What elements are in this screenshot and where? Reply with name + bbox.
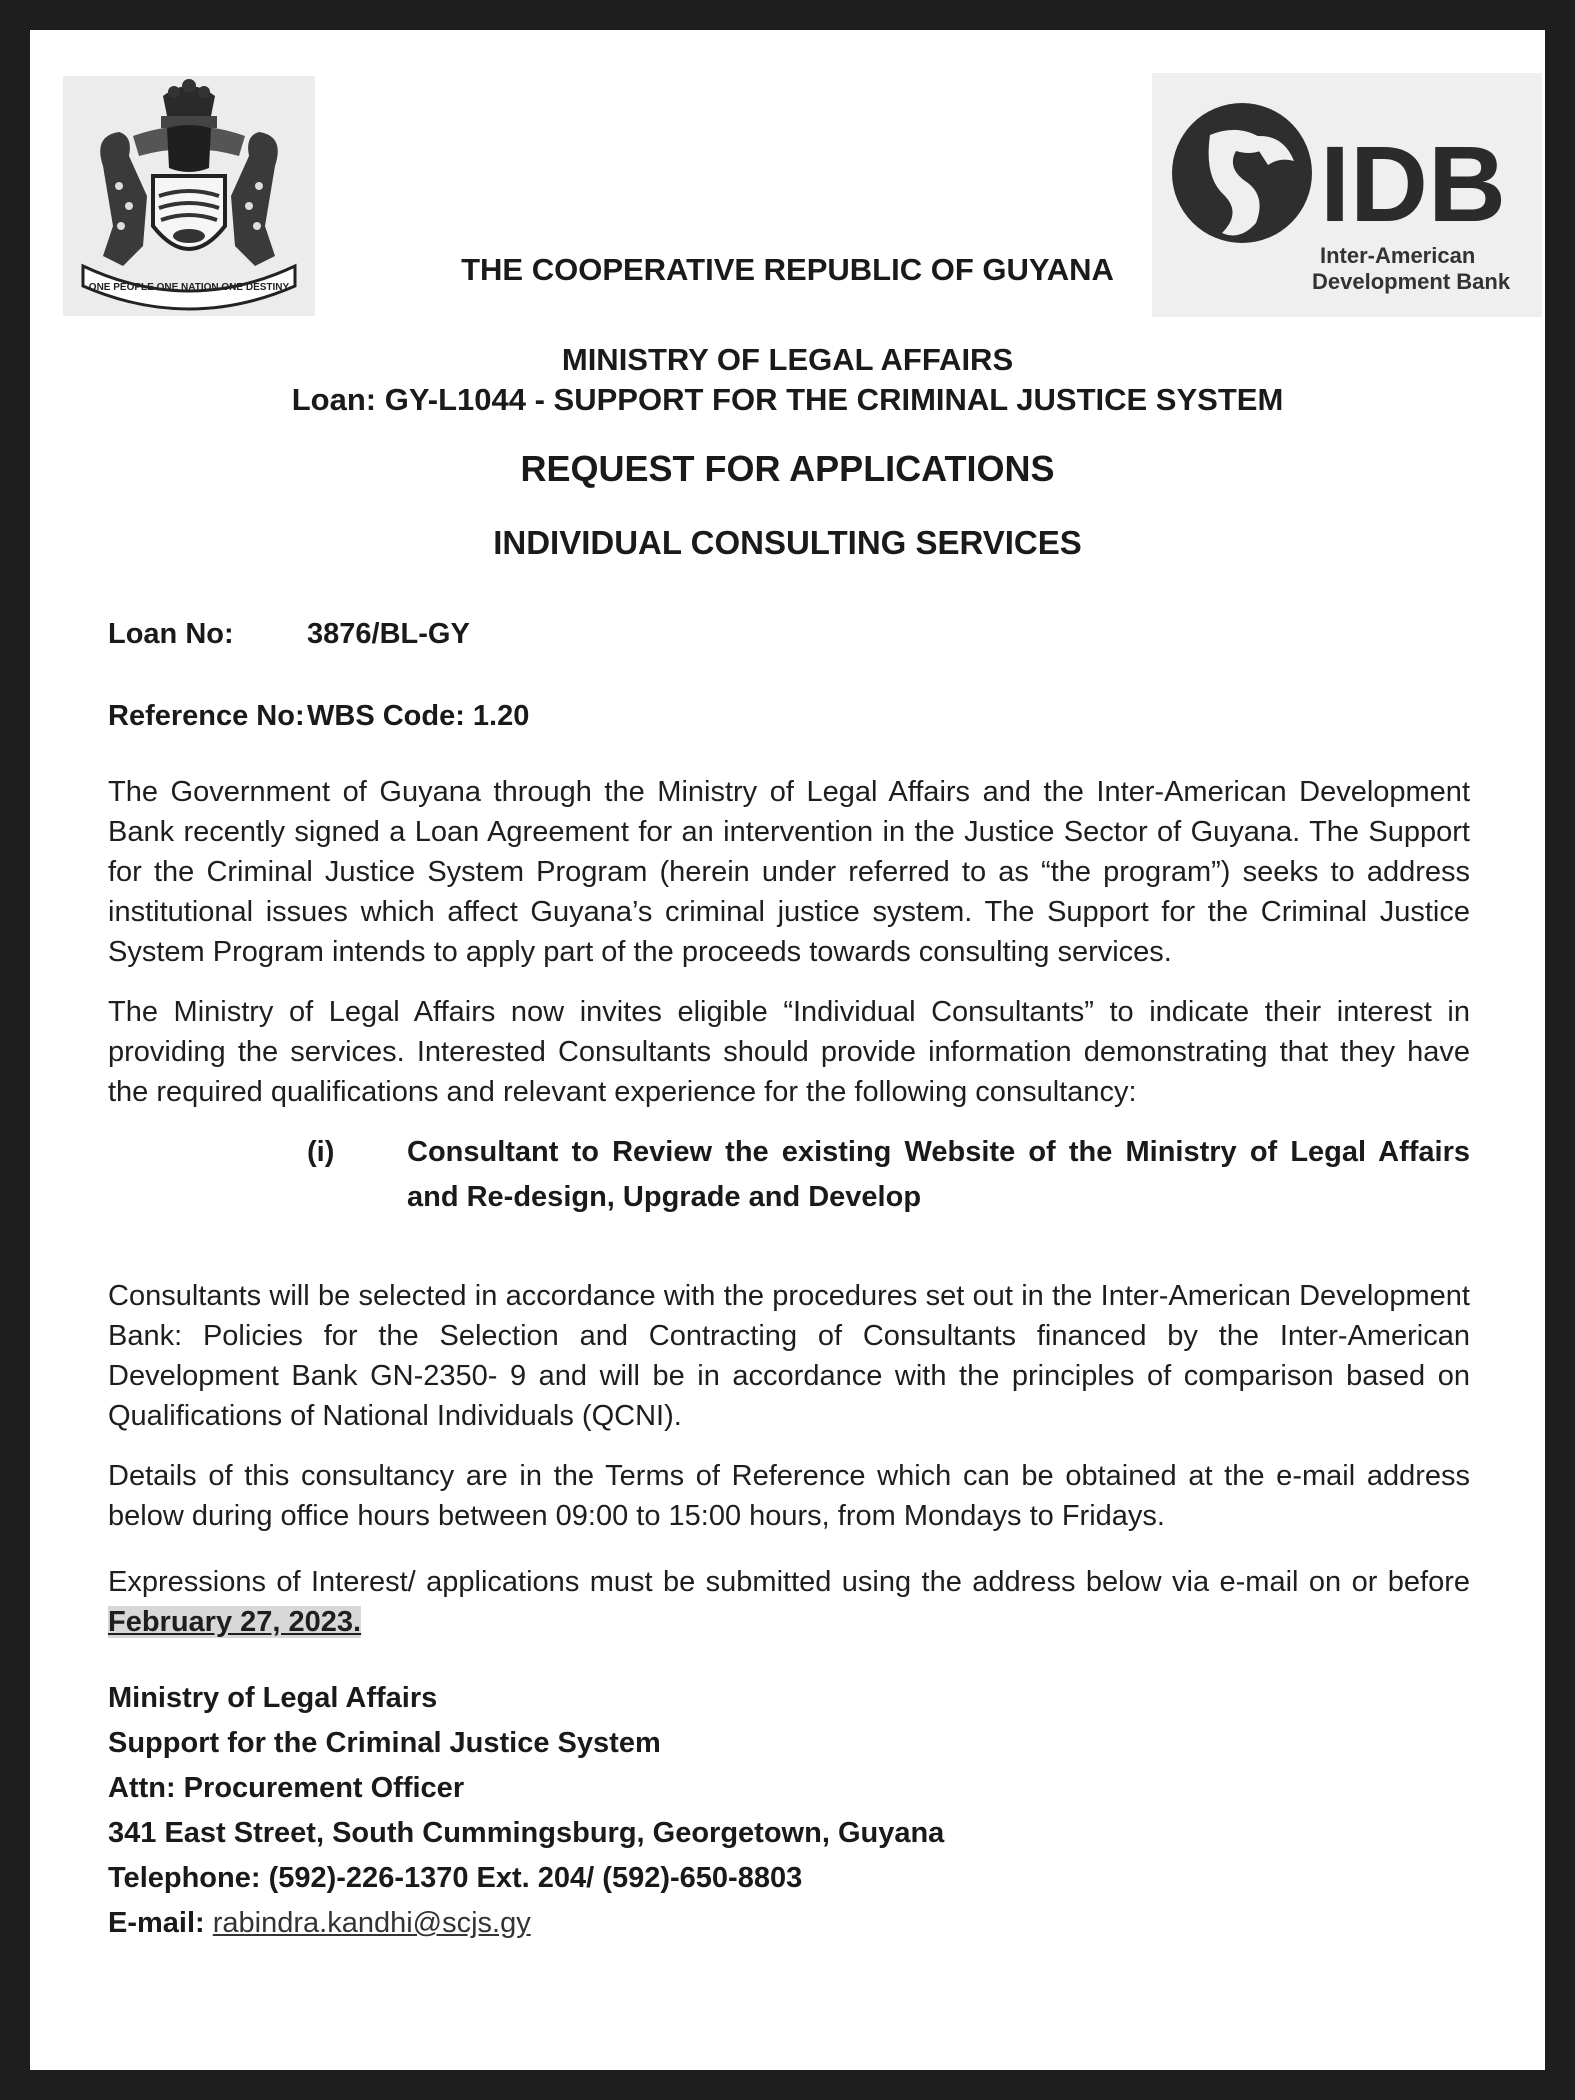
service-title: INDIVIDUAL CONSULTING SERVICES xyxy=(493,524,1082,561)
loan-title: Loan: GY-L1044 - SUPPORT FOR THE CRIMINAL JUSTICE SYSTEM xyxy=(291,382,1284,417)
deadline-lead-text: Expressions of Interest/ applications must be submitted using the address below via e-mail on or before xyxy=(108,1566,1470,1598)
deadline-date: February 27, 2023. xyxy=(108,1606,362,1638)
address-line-street: 341 East Street, South Cummingsburg, Georgetown, Guyana xyxy=(108,1817,945,1849)
advertisement-page xyxy=(30,30,1545,2070)
selection-paragraph: Consultants will be selected in accordance with the procedures set out in the Inter-American Development Bank: Policies for the Selection and Contracting of Consultants financed by the Inter-American Development Bank GN-2350- 9 and will be in accordance with the principles of comparison based on Qualifications of National Individuals (QCNI). xyxy=(108,1280,1470,1432)
svg-text:IDB: IDB xyxy=(1320,123,1506,244)
consultancy-item-number: (i) xyxy=(307,1136,335,1168)
consultancy-item-text: Consultant to Review the existing Website of the Ministry of Legal Affairs and Re-design, Upgrade and Develop xyxy=(407,1136,1470,1213)
svg-text:Inter-American: Inter-American xyxy=(1320,243,1476,268)
loan-number-label: Loan No: xyxy=(108,618,234,650)
deadline-paragraph xyxy=(108,1562,1470,1642)
reference-number-value: WBS Code: 1.20 xyxy=(307,700,530,732)
request-title: REQUEST FOR APPLICATIONS xyxy=(520,448,1055,489)
address-line-email xyxy=(108,1901,1308,1946)
email-label: E-mail: xyxy=(108,1907,205,1939)
ministry-title: MINISTRY OF LEGAL AFFAIRS xyxy=(561,342,1014,377)
contact-address-block xyxy=(108,1676,1308,1946)
details-paragraph: Details of this consultancy are in the Terms of Reference which can be obtained at the e-mail address below during office hours between 09:00 to 15:00 hours, from Mondays to Fridays. xyxy=(108,1460,1470,1532)
svg-text:Development Bank: Development Bank xyxy=(1312,269,1511,294)
address-line-ministry: Ministry of Legal Affairs xyxy=(108,1682,438,1714)
country-title: THE COOPERATIVE REPUBLIC OF GUYANA xyxy=(461,252,1114,287)
email-link[interactable]: rabindra.kandhi@scjs.gy xyxy=(212,1907,531,1939)
loan-number-value: 3876/BL-GY xyxy=(307,618,470,650)
address-line-attn: Attn: Procurement Officer xyxy=(108,1772,465,1804)
address-line-program: Support for the Criminal Justice System xyxy=(108,1727,661,1759)
invitation-paragraph: The Ministry of Legal Affairs now invites eligible “Individual Consultants” to indicate their interest in providing the services. Interested Consultants should provide information demonstrating that they have the required qualifications and relevant experience for the following consultancy: xyxy=(108,996,1470,1108)
svg-text:ONE PEOPLE ONE NATION ONE DEST: ONE PEOPLE ONE NATION ONE DESTINY xyxy=(88,282,290,293)
address-line-telephone: Telephone: (592)-226-1370 Ext. 204/ (592)-650-8803 xyxy=(108,1862,803,1894)
reference-number-label: Reference No: xyxy=(108,700,305,732)
intro-paragraph: The Government of Guyana through the Ministry of Legal Affairs and the Inter-American Development Bank recently signed a Loan Agreement for an intervention in the Justice Sector of Guyana. The Support for the Criminal Justice System Program (herein under referred to as “the program”) seeks to address institutional issues which affect Guyana’s criminal justice system. The Support for the Criminal Justice System Program intends to apply part of the proceeds towards consulting services. xyxy=(108,776,1470,968)
